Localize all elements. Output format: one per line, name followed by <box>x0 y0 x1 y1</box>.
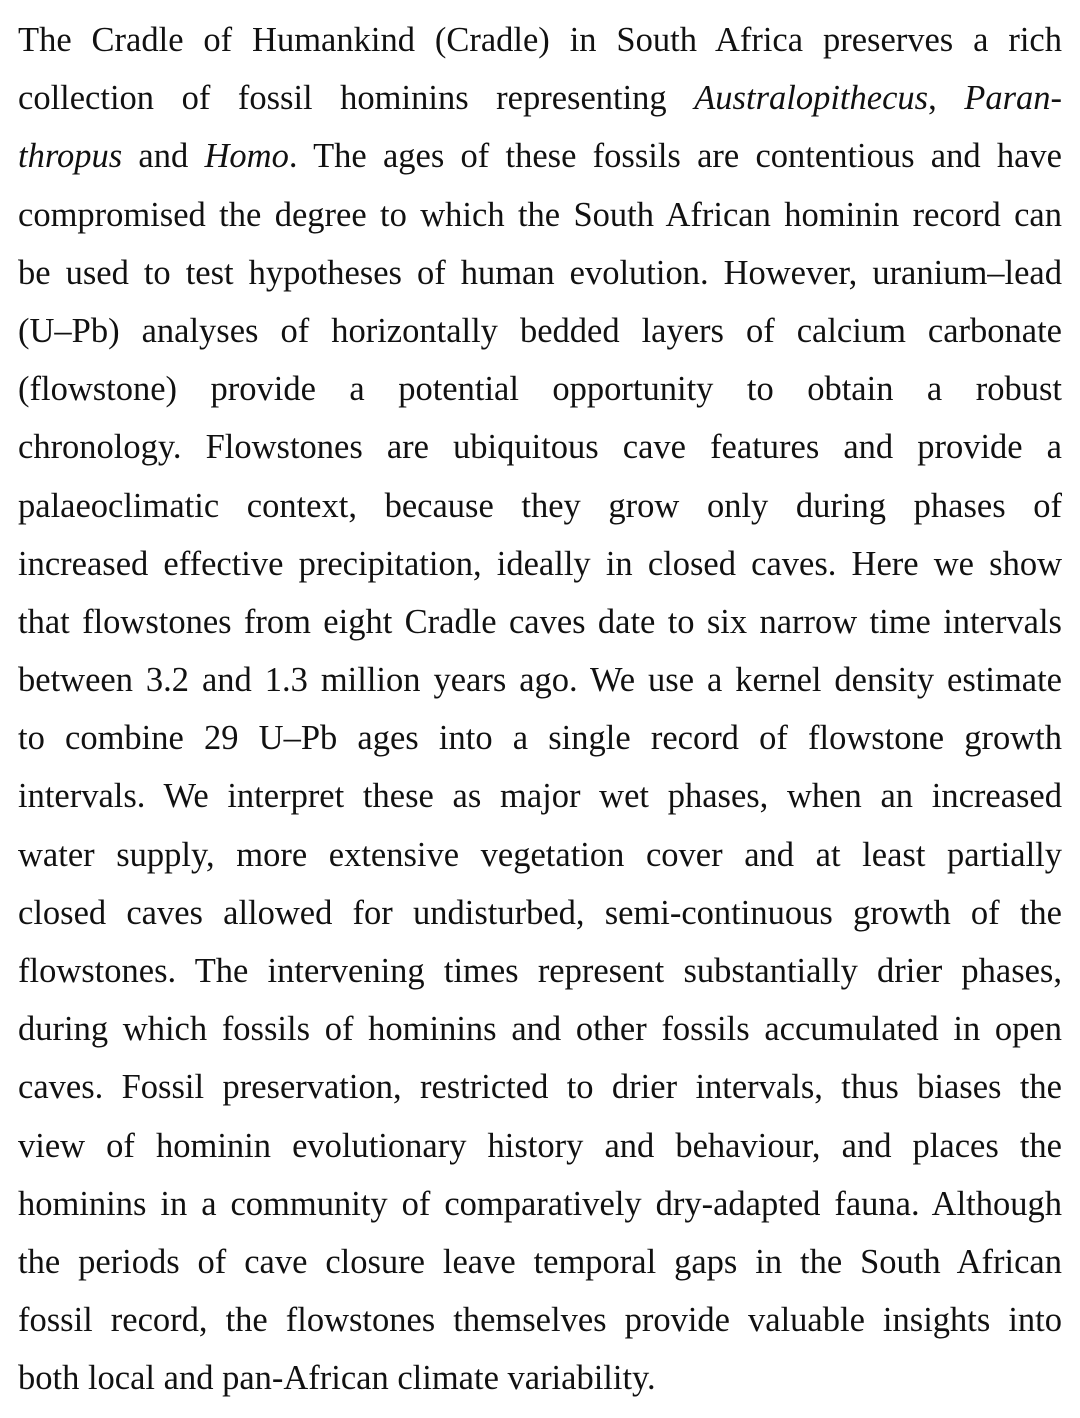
text-segment: compromised the degree to which the South African hominin record can <box>18 195 1062 234</box>
text-line <box>18 767 1062 825</box>
text-line <box>18 1175 1062 1233</box>
text-segment: caves. Fossil preservation, restricted to drier intervals, thus biases the <box>18 1068 1062 1107</box>
text-line <box>18 477 1062 535</box>
text-line <box>18 942 1062 1000</box>
italic-term: Australopithecus <box>694 79 929 118</box>
text-segment: (flowstone) provide a potential opportunity to obtain a robust <box>18 370 1062 409</box>
text-segment: The Cradle of Humankind (Cradle) in South Africa preserves a rich <box>18 21 1062 59</box>
text-line <box>18 651 1062 709</box>
text-segment: closed caves allowed for undisturbed, semi-continuous growth of the <box>18 893 1062 932</box>
text-line <box>18 360 1062 418</box>
text-line <box>18 1058 1062 1116</box>
text-segment: to combine 29 U–Pb ages into a single record of flowstone growth <box>18 719 1062 758</box>
text-line <box>18 1117 1062 1175</box>
text-segment: view of hominin evolutionary history and behaviour, and places the <box>18 1126 1062 1165</box>
italic-term: Paran- <box>964 79 1062 118</box>
text-line <box>18 302 1062 360</box>
abstract-paragraph <box>18 11 1062 1408</box>
text-segment: (U–Pb) analyses of horizontally bedded layers of calcium carbonate <box>18 311 1062 350</box>
text-segment: that flowstones from eight Cradle caves date to six narrow time intervals <box>18 602 1062 641</box>
text-segment: palaeoclimatic context, because they grow only during phases of <box>18 486 1062 525</box>
text-line <box>18 884 1062 942</box>
text-line <box>18 244 1062 302</box>
text-line <box>18 418 1062 476</box>
text-segment: fossil record, the flowstones themselves provide valuable insights into <box>18 1301 1062 1340</box>
text-line <box>18 826 1062 884</box>
text-segment: increased effective precipitation, ideally in closed caves. Here we show <box>18 544 1062 583</box>
text-segment: between 3.2 and 1.3 million years ago. We use a kernel density estimate <box>18 661 1062 700</box>
text-line <box>18 709 1062 767</box>
text-segment: , <box>928 79 965 118</box>
text-line <box>18 1233 1062 1291</box>
text-line <box>18 69 1062 127</box>
text-segment: both local and pan-African climate variability. <box>18 1359 656 1398</box>
text-segment: be used to test hypotheses of human evolution. However, uranium–lead <box>18 253 1062 292</box>
text-line <box>18 1291 1062 1349</box>
text-segment: and <box>122 137 205 176</box>
text-segment: chronology. Flowstones are ubiquitous cave features and provide a <box>18 428 1062 467</box>
italic-term: thropus <box>18 137 123 176</box>
text-line <box>18 1000 1062 1058</box>
text-line <box>18 186 1062 244</box>
text-segment: water supply, more extensive vegetation cover and at least partially <box>18 835 1062 874</box>
text-line <box>18 127 1062 185</box>
text-segment: flowstones. The intervening times represent substantially drier phases, <box>18 952 1062 990</box>
text-segment: during which fossils of hominins and other fossils accumulated in open <box>18 1010 1062 1049</box>
text-segment: intervals. We interpret these as major wet phases, when an increased <box>18 777 1062 816</box>
text-line <box>18 1349 1062 1407</box>
text-line <box>18 593 1062 651</box>
text-line <box>18 535 1062 593</box>
text-segment: hominins in a community of comparatively dry-adapted fauna. Although <box>18 1184 1062 1223</box>
text-line <box>18 11 1062 69</box>
text-segment: . The ages of these fossils are contentious and have <box>288 137 1062 176</box>
text-segment: collection of fossil hominins representing <box>18 79 695 118</box>
italic-term: Homo <box>204 137 289 176</box>
text-segment: the periods of cave closure leave temporal gaps in the South African <box>18 1242 1062 1281</box>
